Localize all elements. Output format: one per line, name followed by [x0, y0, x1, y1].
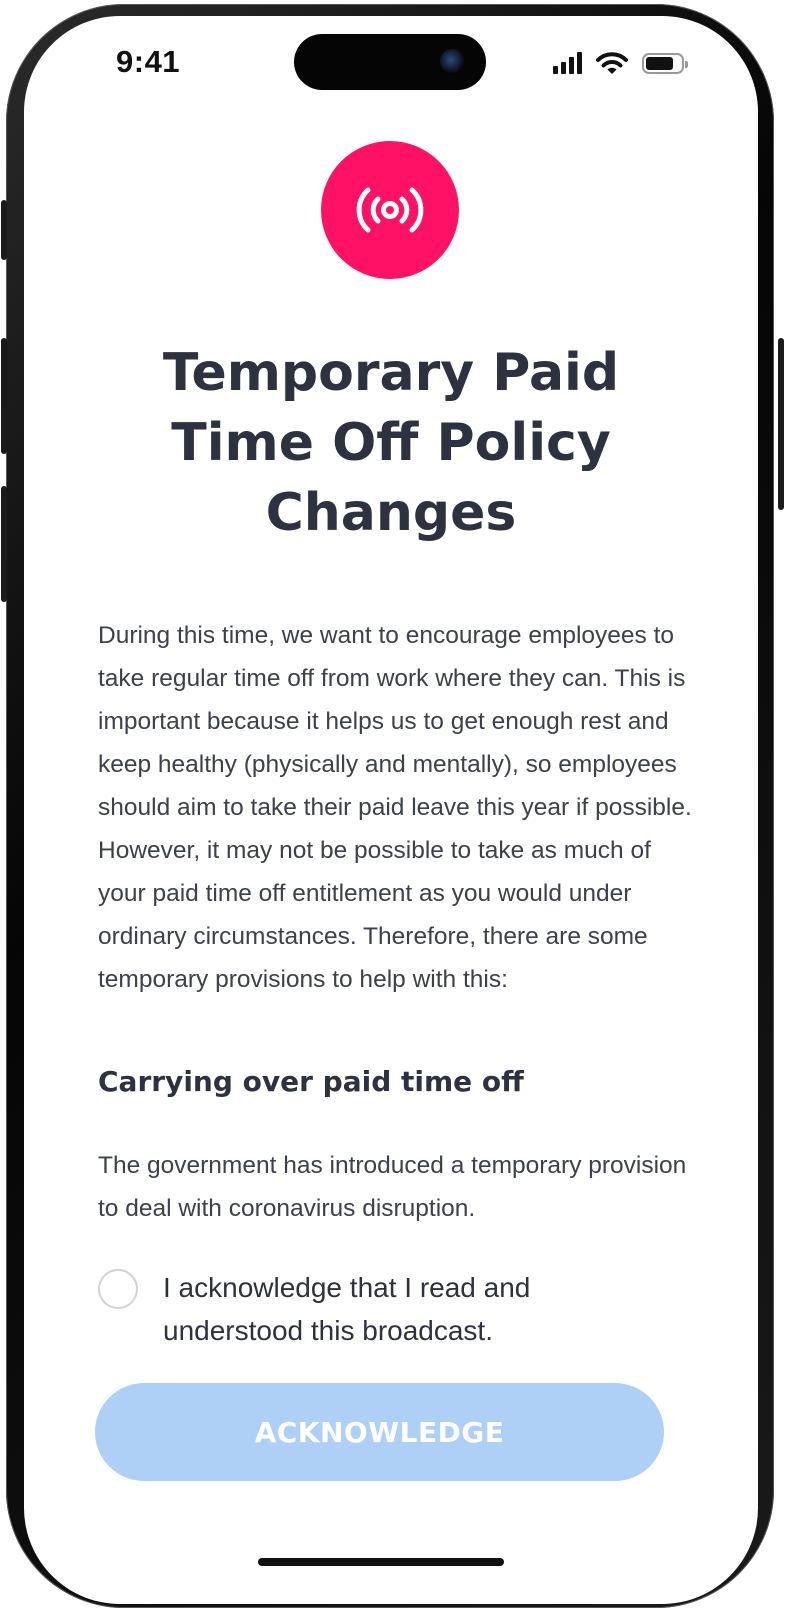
wifi-icon — [596, 51, 628, 75]
battery-level — [646, 57, 673, 70]
cellular-signal-icon — [553, 52, 582, 74]
acknowledge-button[interactable]: ACKNOWLEDGE — [95, 1383, 664, 1481]
battery-tip — [685, 61, 688, 68]
broadcast-title: Temporary Paid Time Off Policy Changes — [162, 343, 620, 543]
section-text-scroll-area[interactable] — [98, 1144, 698, 1222]
volume-down-button — [1, 486, 7, 602]
action-button — [1, 200, 7, 260]
status-icons — [553, 50, 684, 76]
broadcast-body: During this time, we want to encourage employees to take regular time off from work where they can. This is important because it helps us to get enough rest and keep healthy (physically and mentally), so employees should aim to take their paid leave this year if possible. However, it may not be possible to take as much of your paid time off entitlement as you would under ordinary circumstances. Therefore, there are some temporary provisions to help with this: — [98, 622, 692, 993]
status-time: 9:41 — [116, 44, 181, 79]
broadcast-icon — [350, 180, 430, 240]
acknowledge-checkbox[interactable] — [98, 1269, 138, 1309]
acknowledge-label[interactable]: I acknowledge that I read and understood this broadcast. — [163, 1272, 531, 1346]
section-heading: Carrying over paid time off — [98, 1065, 524, 1098]
volume-up-button — [1, 338, 7, 454]
power-button — [778, 338, 784, 510]
dynamic-island — [294, 34, 486, 90]
battery-icon — [642, 53, 684, 74]
front-camera-icon — [440, 49, 464, 73]
section-text: The government has introduced a temporary provision to deal with coronavirus disruption. — [98, 1152, 687, 1222]
screen — [24, 16, 758, 1604]
broadcast-icon-badge — [321, 141, 459, 279]
home-indicator — [258, 1558, 504, 1566]
